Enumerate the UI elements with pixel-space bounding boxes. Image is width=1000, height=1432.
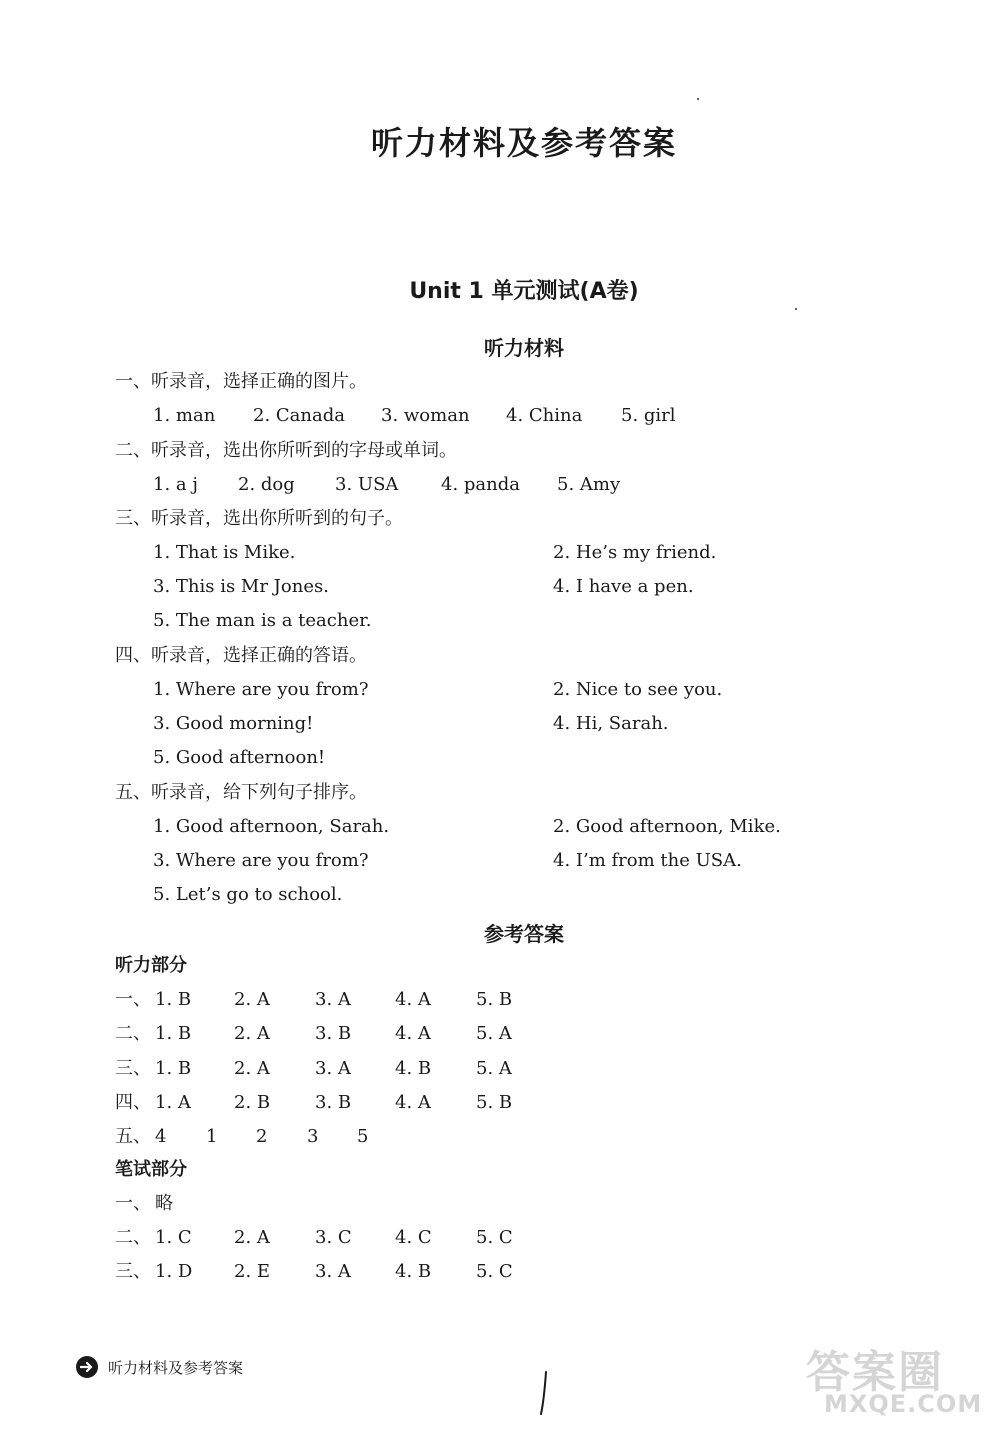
answer-cell: 1. B: [155, 989, 192, 1010]
list-item: 1. a j: [153, 474, 198, 495]
listening-heading: 听力材料: [484, 336, 564, 360]
list-item: 4. panda: [441, 474, 520, 495]
answer-cell: 1. B: [155, 1058, 192, 1079]
answer-cell: 1: [206, 1126, 218, 1147]
answer-cell: 1. A: [155, 1092, 191, 1113]
answer-cell: 5. A: [476, 1023, 512, 1044]
answer-prefix: 四、: [115, 1092, 151, 1113]
answer-prefix: 三、: [115, 1261, 151, 1282]
answer-cell: 3. C: [315, 1227, 352, 1248]
page-title: 听力材料及参考答案: [370, 124, 677, 162]
list-item: 1. Where are you from?: [153, 679, 369, 700]
answer-cell: 5. B: [476, 1092, 513, 1113]
list-item: 3. USA: [335, 474, 399, 495]
section-heading: 四、听录音，选择正确的答语。: [115, 645, 367, 666]
answer-prefix: 五、: [115, 1126, 151, 1147]
answer-cell: 4. A: [395, 1092, 431, 1113]
scan-speck: [697, 98, 699, 100]
list-item: 3. Where are you from?: [153, 850, 369, 871]
list-item: 2. dog: [238, 474, 295, 495]
list-item: 4. China: [506, 405, 583, 426]
answer-cell: 3. B: [315, 1092, 352, 1113]
arrow-right-icon: [76, 1356, 98, 1378]
answer-cell: 2. A: [234, 1227, 270, 1248]
answer-cell: 5. B: [476, 989, 513, 1010]
page-footer: [76, 1354, 243, 1380]
answer-cell: 4. A: [395, 989, 431, 1010]
list-item: 5. Amy: [557, 474, 621, 495]
list-item: 3. This is Mr Jones.: [153, 576, 329, 597]
answer-cell: 3. A: [315, 1058, 351, 1079]
section-heading: 五、听录音，给下列句子排序。: [115, 782, 367, 803]
watermark-logo: [806, 1336, 992, 1426]
answer-cell: 2: [256, 1126, 268, 1147]
answer-cell: 2. A: [234, 989, 270, 1010]
answer-cell: 1. C: [155, 1227, 192, 1248]
list-item: 3. woman: [381, 405, 470, 426]
answers-heading: 参考答案: [484, 922, 564, 946]
answer-cell: 4. C: [395, 1227, 432, 1248]
list-item: 5. Let’s go to school.: [153, 884, 343, 905]
list-item: 4. Hi, Sarah.: [553, 713, 669, 734]
answer-prefix: 三、: [115, 1058, 151, 1079]
footer-label: 听力材料及参考答案: [108, 1358, 244, 1377]
answer-cell: 2. E: [234, 1261, 271, 1282]
page-number-mark: [538, 1370, 550, 1416]
list-item: 2. Canada: [253, 405, 345, 426]
answer-cell: 5. A: [476, 1058, 512, 1079]
list-item: 4. I’m from the USA.: [553, 850, 742, 871]
list-item: 5. The man is a teacher.: [153, 610, 372, 631]
list-item: 4. I have a pen.: [553, 576, 694, 597]
list-item: 5. girl: [621, 405, 676, 426]
written-part-label: 笔试部分: [115, 1159, 187, 1180]
answer-cell: 1. B: [155, 1023, 192, 1044]
answer-cell: 略: [155, 1193, 173, 1214]
answer-prefix: 一、: [115, 989, 151, 1010]
scan-speck: [795, 308, 797, 310]
answer-prefix: 一、: [115, 1193, 151, 1214]
section-heading: 一、听录音，选择正确的图片。: [115, 371, 367, 392]
answer-cell: 4: [155, 1126, 167, 1147]
section-heading: 二、听录音，选出你所听到的字母或单词。: [115, 440, 457, 461]
list-item: 2. Nice to see you.: [553, 679, 723, 700]
answer-cell: 3. A: [315, 989, 351, 1010]
answer-cell: 4. A: [395, 1023, 431, 1044]
answer-cell: 5: [357, 1126, 369, 1147]
answer-cell: 5. C: [476, 1227, 513, 1248]
answer-cell: 3. A: [315, 1261, 351, 1282]
watermark-text: 答案圈: [806, 1347, 944, 1398]
answer-cell: 2. A: [234, 1058, 270, 1079]
list-item: 2. Good afternoon, Mike.: [553, 816, 781, 837]
listening-part-label: 听力部分: [115, 955, 187, 976]
answer-cell: 1. D: [155, 1261, 193, 1282]
list-item: 2. He’s my friend.: [553, 542, 717, 563]
answer-prefix: 二、: [115, 1227, 151, 1248]
answer-cell: 2. A: [234, 1023, 270, 1044]
watermark-url: MXQE.COM: [824, 1390, 983, 1418]
list-item: 1. That is Mike.: [153, 542, 296, 563]
list-item: 3. Good morning!: [153, 713, 314, 734]
answer-prefix: 二、: [115, 1023, 151, 1044]
section-heading: 三、听录音，选出你所听到的句子。: [115, 508, 403, 529]
answer-cell: 5. C: [476, 1261, 513, 1282]
answer-cell: 3. B: [315, 1023, 352, 1044]
answer-cell: 4. B: [395, 1261, 432, 1282]
list-item: 1. Good afternoon, Sarah.: [153, 816, 390, 837]
unit-title: Unit 1 单元测试(A卷): [409, 279, 639, 304]
answer-cell: 3: [307, 1126, 319, 1147]
list-item: 1. man: [153, 405, 216, 426]
answer-cell: 2. B: [234, 1092, 271, 1113]
list-item: 5. Good afternoon!: [153, 747, 326, 768]
answer-cell: 4. B: [395, 1058, 432, 1079]
